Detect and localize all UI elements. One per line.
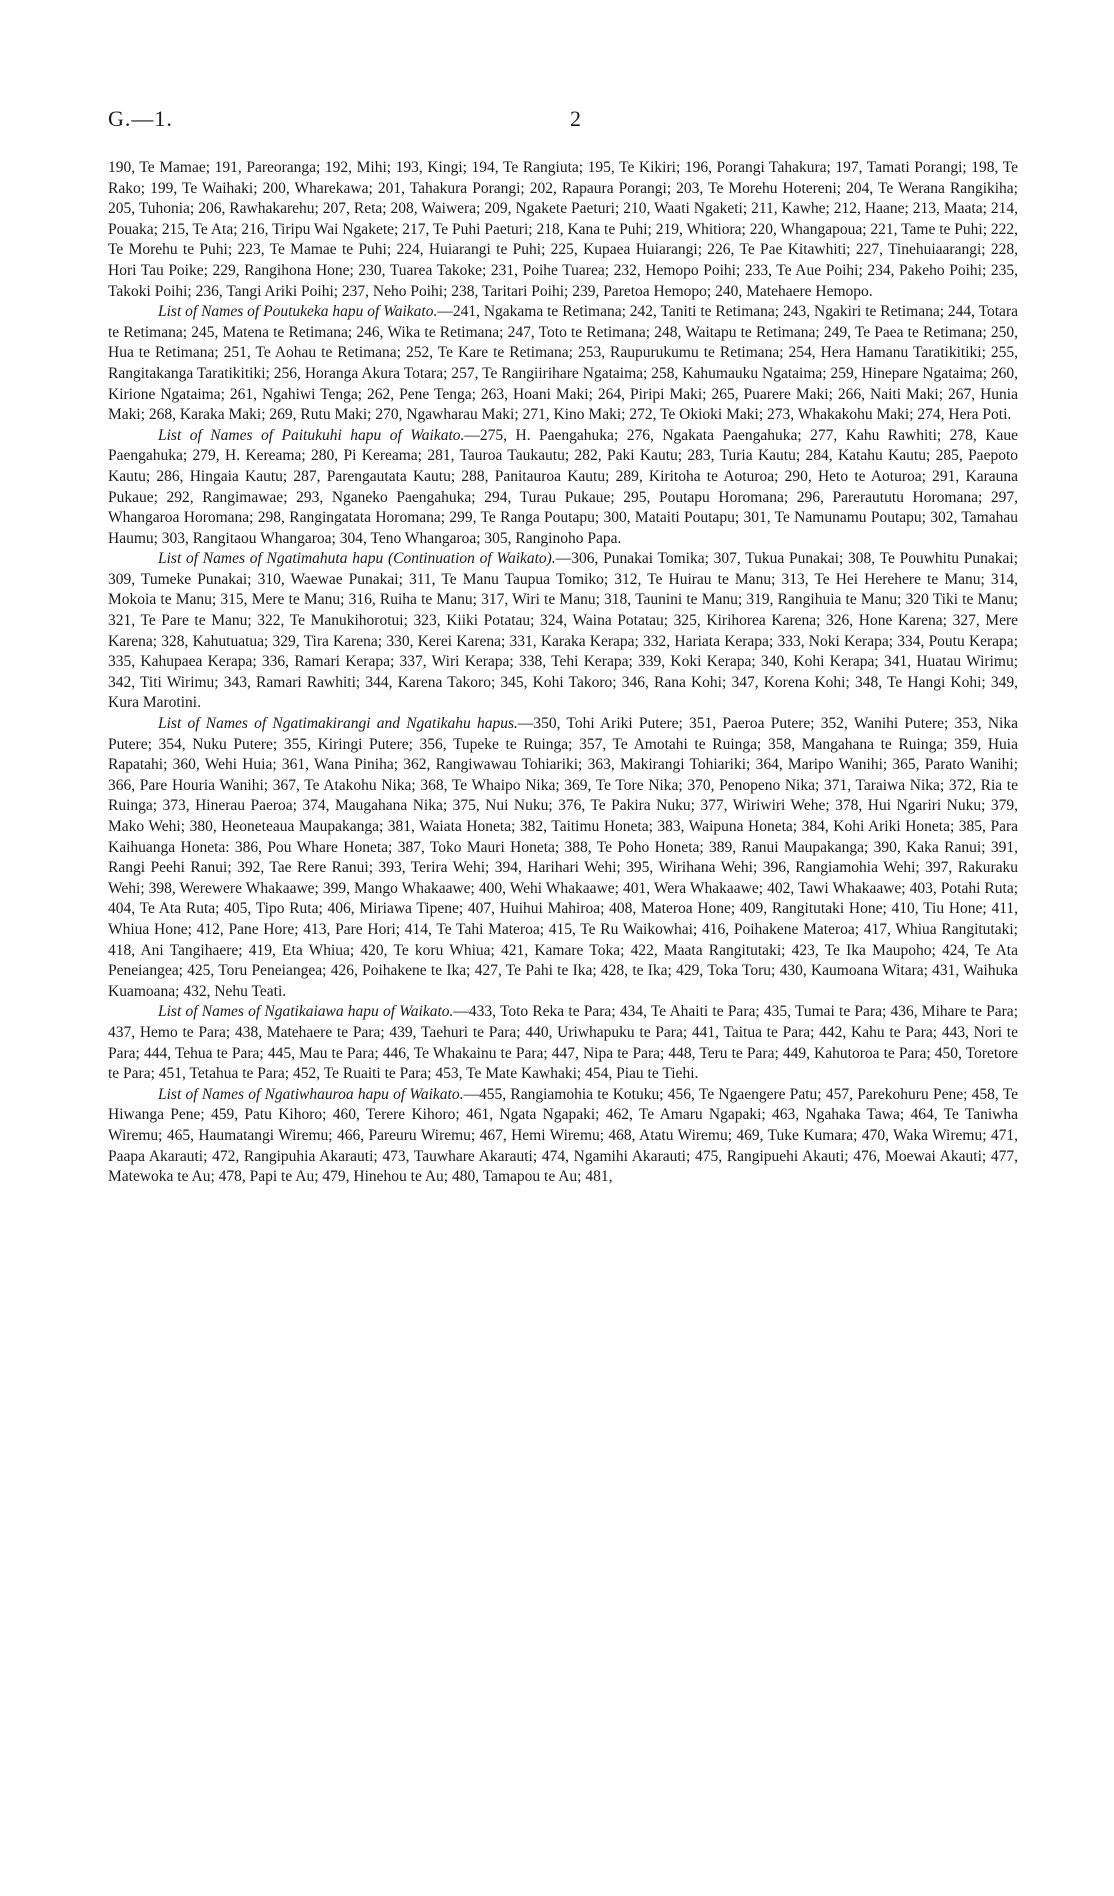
paragraph-heading: List of Names of Poutukeka hapu of Waikato. — [158, 303, 438, 321]
page-header — [108, 106, 1018, 136]
paragraph-heading: List of Names of Ngatimahuta hapu (Continuation of Waikato). — [158, 550, 556, 568]
paragraph-heading: List of Names of Ngatikaiawa hapu of Waikato. — [158, 1003, 454, 1021]
paragraph-heading: List of Names of Ngatiwhauroa hapu of Waikato. — [158, 1085, 464, 1103]
paragraph-ngatikaiawa-hapu — [108, 1002, 1018, 1084]
paragraph-ngatimakirangi-ngatikahu-hapus — [108, 714, 1018, 1002]
paragraph-text: —241, Ngakama te Retimana; 242, Taniti te Retimana; 243, Ngakiri te Retimana; 244, Totara te Retimana; 245, Matena te Retimana; 246, Wika te Retimana; 247, Toto te Retimana; 248, Waitapu te Retimana; 249, Te Paea te Retimana; 250, Hua te Retimana; 251, Te Aohau te Retimana; 252, Te Kare te Retimana; 253, Raupurukumu te Retimana; 254, Hera Hamanu Taratikitiki; 255, Rangitakanga Taratikitiki; 256, Horanga Akura Totara; 257, Te Rangiirihare Ngataima; 258, Kahumauku Ngataima; 259, Hinepare Ngataima; 260, Kirione Ngataima; 261, Ngahiwi Tenga; 262, Pene Tenga; 263, Hoani Maki; 264, Piripi Maki; 265, Puarere Maki; 266, Naiti Maki; 267, Hunia Maki; 268, Karaka Maki; 269, Rutu Maki; 270, Ngawharau Maki; 271, Kino Maki; 272, Te Okioki Maki; 273, Whakakohu Maki; 274, Hera Poti. — [108, 303, 1018, 424]
paragraph-paitukuhi-hapu — [108, 426, 1018, 550]
paragraph-ngatiwhauroa-hapu — [108, 1085, 1018, 1188]
paragraph-text: —433, Toto Reka te Para; 434, Te Ahaiti te Para; 435, Tumai te Para; 436, Mihare te Para; 437, Hemo te Para; 438, Matehaere te Para; 439, Taehuri te Para; 440, Uriwhapuku te Para; 441, Taitua te Para; 442, Kahu te Para; 443, Nori te Para; 444, Tehua te Para; 445, Mau te Para; 446, Te Whakainu te Para; 447, Nipa te Para; 448, Teru te Para; 449, Kahutoroa te Para; 450, Toretore te Para; 451, Tetahua te Para; 452, Te Ruaiti te Para; 453, Te Mate Kawhaki; 454, Piau te Tiehi. — [108, 1003, 1018, 1083]
paragraph-heading: List of Names of Paitukuhi hapu of Waikato. — [158, 426, 465, 444]
paragraph-ngatimahuta-hapu — [108, 549, 1018, 714]
paragraph-names-190-240 — [108, 158, 1018, 302]
paragraph-text: —350, Tohi Ariki Putere; 351, Paeroa Putere; 352, Wanihi Putere; 353, Nika Putere; 354, Nuku Putere; 355, Kiringi Putere; 356, Tupeke te Ruinga; 357, Te Amotahi te Ruinga; 358, Mangahana te Ruinga; 359, Huia Rapatahi; 360, Wehi Huia; 361, Wana Piniha; 362, Rangiwawau Tohiariki; 363, Makirangi Tohiariki; 364, Maripo Wanihi; 365, Parato Wanihi; 366, Pare Houria Wanihi; 367, Te Atakohu Nika; 368, Te Whaipo Nika; 369, Te Tore Nika; 370, Penopeno Nika; 371, Taraiwa Nika; 372, Ria te Ruinga; 373, Hinerau Paeroa; 374, Maugahana Nika; 375, Nui Nuku; 376, Te Pakira Nuku; 377, Wiriwiri Wehe; 378, Hui Ngariri Nuku; 379, Mako Wehi; 380, Heoneteaua Maupakanga; 381, Waiata Honeta; 382, Taitimu Honeta; 383, Waipuna Honeta; 384, Kohi Ariki Honeta; 385, Para Kaihuanga Honeta: 386, Pou Whare Honeta; 387, Toko Mauri Honeta; 388, Te Poho Honeta; 389, Ranui Maupakanga; 390, Kaka Ranui; 391, Rangi Peehi Ranui; 392, Tae Rere Ranui; 393, Terira Wehi; 394, Harihari Wehi; 395, Wirihana Wehi; 396, Rangiamohia Wehi; 397, Rakuraku Wehi; 398, Werewere Whakaawe; 399, Mango Whakaawe; 400, Wehi Whakaawe; 401, Wera Whakaawe; 402, Tawi Whakaawe; 403, Potahi Ruta; 404, Te Ata Ruta; 405, Tipo Ruta; 406, Miriawa Tipene; 407, Huihui Mahiroa; 408, Materoa Hone; 409, Rangitutaki Hone; 410, Tiu Hone; 411, Whiua Hone; 412, Pane Hore; 413, Pare Hori; 414, Te Tahi Materoa; 415, Te Ru Waikowhai; 416, Poihakene Materoa; 417, Whiua Rangitutaki; 418, Ani Tangihaere; 419, Eta Whiua; 420, Te koru Whiua; 421, Kamare Toka; 422, Maata Rangitutaki; 423, Te Ika Maupoho; 424, Te Ata Peneiangea; 425, Toru Peneiangea; 426, Poihakene te Ika; 427, Te Pahi te Ika; 428, te Ika; 429, Toka Toru; 430, Kaumoana Witara; 431, Waihuka Kuamoana; 432, Nehu Teati. — [108, 715, 1018, 1000]
paragraph-heading: List of Names of Ngatimakirangi and Ngatikahu hapus. — [158, 715, 518, 733]
paragraph-text: 190, Te Mamae; 191, Pareoranga; 192, Mihi; 193, Kingi; 194, Te Rangiuta; 195, Te Kikiri; 196, Porangi Tahakura; 197, Tamati Porangi; 198, Te Rako; 199, Te Waihaki; 200, Wharekawa; 201, Tahakura Porangi; 202, Rapaura Porangi; 203, Te Morehu Hotereni; 204, Te Werana Rangikiha; 205, Tuhonia; 206, Rawhakarehu; 207, Reta; 208, Waiwera; 209, Ngakete Paeturi; 210, Waati Ngaketi; 211, Kawhe; 212, Haane; 213, Maata; 214, Pouaka; 215, Te Ata; 216, Tiripu Wai Ngakete; 217, Te Puhi Paeturi; 218, Kana te Puhi; 219, Whitiora; 220, Whangapoua; 221, Tame te Puhi; 222, Te Morehu te Puhi; 223, Te Mamae te Puhi; 224, Huiarangi te Puhi; 225, Kupaea Huiarangi; 226, Te Pae Kitawhiti; 227, Tinehuiaarangi; 228, Hori Tau Poike; 229, Rangihona Hone; 230, Tuarea Takoke; 231, Poihe Tuarea; 232, Hemopo Poihi; 233, Te Aue Poihi; 234, Pakeho Poihi; 235, Takoki Poihi; 236, Tangi Ariki Poihi; 237, Neho Poihi; 238, Taritari Poihi; 239, Paretoa Hemopo; 240, Matehaere Hemopo. — [108, 159, 1018, 300]
document-code: G.—1. — [108, 106, 173, 131]
paragraph-text: —275, H. Paengahuka; 276, Ngakata Paengahuka; 277, Kahu Rawhiti; 278, Kaue Paengahuka; 279, H. Kereama; 280, Pi Kereama; 281, Tauroa Taukautu; 282, Paki Kautu; 283, Turia Kautu; 284, Katahu Kautu; 285, Paepoto Kautu; 286, Hingaia Kautu; 287, Parengautata Kautu; 288, Panitauroa Kautu; 289, Kiritoha te Aoturoa; 290, Heto te Aoturoa; 291, Karauna Pukaue; 292, Rangimawae; 293, Nganeko Paengahuka; 294, Turau Pukaue; 295, Poutapu Horomana; 296, Pareraututu Horomana; 297, Whangaroa Horomana; 298, Rangingatata Horomana; 299, Te Ranga Poutapu; 300, Mataiti Poutapu; 301, Te Namunamu Poutapu; 302, Tamahau Haumu; 303, Rangitaou Whangaroa; 304, Teno Whangaroa; 305, Ranginoho Papa. — [108, 426, 1018, 547]
body-text — [108, 158, 1018, 1188]
paragraph-poutukeka-hapu — [108, 302, 1018, 426]
page-number: 2 — [570, 106, 581, 131]
paragraph-text: —455, Rangiamohia te Kotuku; 456, Te Ngaengere Patu; 457, Parekohuru Pene; 458, Te Hiwanga Pene; 459, Patu Kihoro; 460, Terere Kihoro; 461, Ngata Ngapaki; 462, Te Amaru Ngapaki; 463, Ngahaka Tawa; 464, Te Taniwha Wiremu; 465, Haumatangi Wiremu; 466, Pareuru Wiremu; 467, Hemi Wiremu; 468, Atatu Wiremu; 469, Tuke Kumara; 470, Waka Wiremu; 471, Paapa Akarauti; 472, Rangipuhia Akarauti; 473, Tauwhare Akarauti; 474, Ngamihi Akarauti; 475, Rangipuehi Akauti; 476, Moewai Akauti; 477, Matewoka te Au; 478, Papi te Au; 479, Hinehou te Au; 480, Tamapou te Au; 481, — [108, 1085, 1018, 1186]
paragraph-text: —306, Punakai Tomika; 307, Tukua Punakai; 308, Te Pouwhitu Punakai; 309, Tumeke Punakai; 310, Waewae Punakai; 311, Te Manu Taupua Tomiko; 312, Te Huirau te Manu; 313, Te Hei Herehere te Manu; 314, Mokoia te Manu; 315, Mere te Manu; 316, Ruiha te Manu; 317, Wiri te Manu; 318, Taunini te Manu; 319, Rangihuia te Manu; 320 Tiki te Manu; 321, Te Pare te Manu; 322, Te Manukihorotui; 323, Kiiki Potatau; 324, Waina Potatau; 325, Kirihorea Karena; 326, Hone Karena; 327, Mere Karena; 328, Kahutuatua; 329, Tira Karena; 330, Kerei Karena; 331, Karaka Kerapa; 332, Hariata Kerapa; 333, Noki Kerapa; 334, Poutu Kerapa; 335, Kahupaea Kerapa; 336, Ramari Kerapa; 337, Wiri Kerapa; 338, Tehi Kerapa; 339, Koki Kerapa; 340, Kohi Kerapa; 341, Huatau Wirimu; 342, Titi Wirimu; 343, Ramari Rawhiti; 344, Karena Takoro; 345, Kohi Takoro; 346, Rana Kohi; 347, Korena Kohi; 348, Te Hangi Kohi; 349, Kura Marotini. — [108, 550, 1019, 712]
